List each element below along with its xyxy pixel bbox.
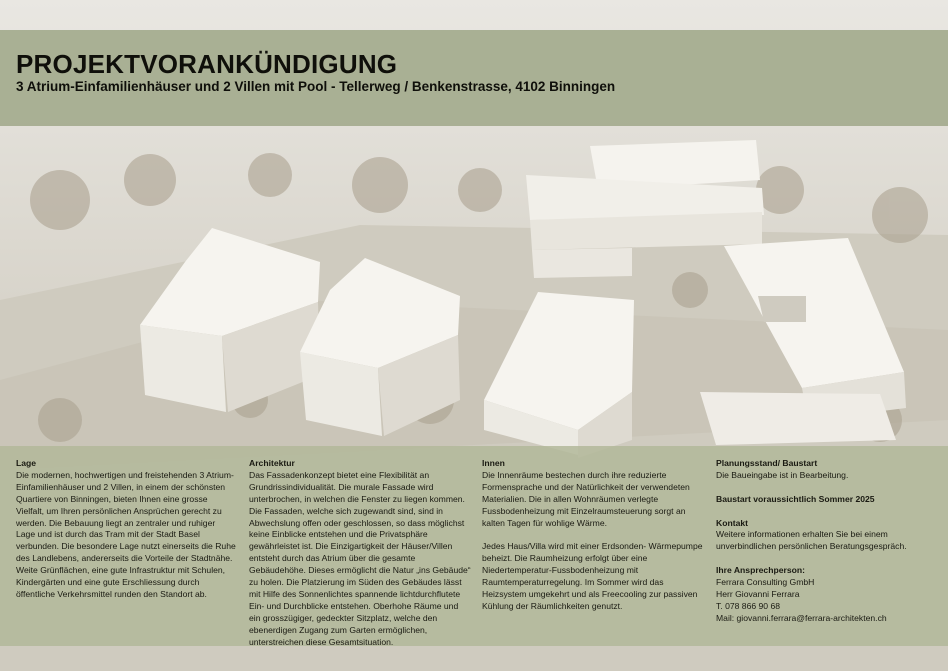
kontakt-text: Weitere informationen erhalten Sie bei einem unverbindlichen persönlichen Beratungsgespräch. bbox=[716, 529, 907, 552]
section-lage bbox=[16, 458, 236, 601]
contact-mail: Mail: giovanni.ferrara@ferrara-architekten.ch bbox=[716, 612, 887, 623]
section-heading-architektur: Architektur bbox=[249, 458, 295, 468]
section-architektur bbox=[249, 458, 471, 649]
contact-phone: T. 078 866 90 68 bbox=[716, 600, 781, 611]
status-text: Die Baueingabe ist in Bearbeitung. bbox=[716, 469, 849, 480]
section-text-lage: Die modernen, hochwertigen und freistehenden 3 Atrium-Einfamilienhäuser und 2 Villen, in einem der schönsten Quartiere von Binningen, bieten Ihnen eine grosse Vielfalt, um Ihren persönlichen Ansprüchen gerecht zu werden. Die Bebauung liegt an zentraler und ruhiger Lage und ist durch das Tram mit der Stadt Basel verbunden. Die besondere Lage nutzt einerseits die Ruhe des Landlebens, andererseits die Vorteile der Stadtnähe. Weite Grünflächen, eine gute Infrastruktur mit Schulen, Kindergärten und eine gute Erschliessung durch öffentliche Verkehrsmittel runden den Standort ab. bbox=[16, 469, 236, 599]
contact-person: Herr Giovanni Ferrara bbox=[716, 588, 800, 599]
section-innen bbox=[482, 458, 704, 613]
page-subtitle: 3 Atrium-Einfamilienhäuser und 2 Villen mit Pool - Tellerweg / Benkenstrasse, 4102 Binningen bbox=[16, 79, 616, 94]
contact-company: Ferrara Consulting GmbH bbox=[716, 577, 815, 588]
section-heading-kontakt: Kontakt bbox=[716, 517, 748, 528]
section-heading-status: Planungsstand/ Baustart bbox=[716, 458, 818, 468]
section-heading-innen: Innen bbox=[482, 458, 505, 468]
section-text-innen-2: Jedes Haus/Villa wird mit einer Erdsonden- Wärmepumpe beheizt. Die Raumheizung erfolgt über eine Niedertemperatur-Fussbodenheizung mit Raumtemperaturregelung. Im Sommer wird das Heizsystem umgekehrt und als Freecooling zur passiven Kühlung der Räumlichkeiten genutzt. bbox=[482, 541, 703, 611]
section-text-innen-1: Die Innenräume bestechen durch ihre reduzierte Formensprache und der Natürlichkeit der verwendeten Materialien. Die in allen Wohnräumen verlegte Fussbodenheizung mit Einzelraumsteuerung sorgt an kalten Tagen für wohlige Wärme. bbox=[482, 469, 690, 528]
section-text-architektur: Das Fassadenkonzept bietet eine Flexibilität an Grundrissindividualität. Die murale Fassade wird unterbrochen, in welchen die Fenster zu liegen kommen. Die Fassaden, welche sich zugewandt sind, sind in Abwechslung offen oder geschlossen, so dass möglichst keine Einblicke entstehen und die Privatsphäre gewährleistet ist. Die Einzigartigkeit der Häuser/Villen entsteht durch das Atrium über die gesamte Gebäudehöhe. Dieses ermöglicht die Natur „ins Gebäude“ zu holen. Die Platzierung im Süden des Gebäudes lässt mit Hilfe des Sonnenlichtes spannende lichtdurchflutete Ein- und Durchblicke entstehen. Oberhohe Räume und ein grosszügiger, gedeckter Sitzplatz, welche den ebenerdigen Zugang zum Garten ermöglichen, unterstreichen diese Gesamtsituation. bbox=[249, 469, 471, 647]
baustart-text: Baustart voraussichtlich Sommer 2025 bbox=[716, 493, 875, 504]
contact-person-heading: Ihre Ansprechperson: bbox=[716, 565, 805, 576]
page-title: PROJEKTVORANKÜNDIGUNG bbox=[16, 49, 398, 79]
section-status bbox=[716, 458, 936, 625]
section-heading-lage: Lage bbox=[16, 458, 37, 468]
